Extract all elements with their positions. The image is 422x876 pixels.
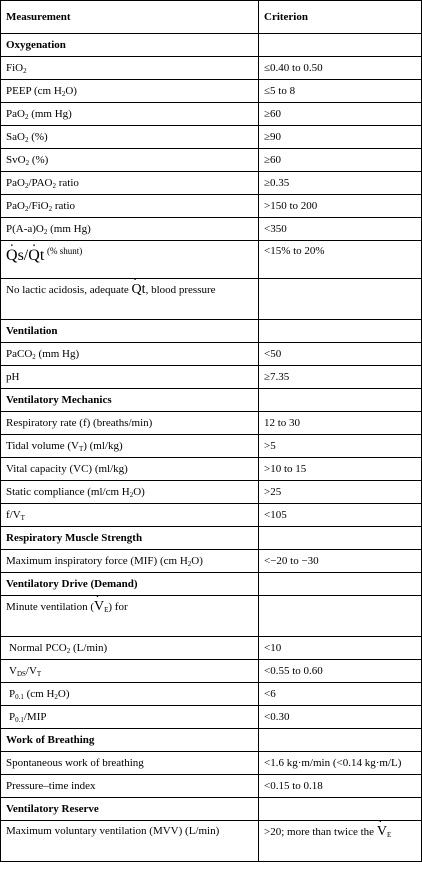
table-row [1,752,422,775]
table-row [1,149,422,172]
criterion-cell: ≥60 [259,149,422,172]
measurement-cell: Maximum inspiratory force (MIF) (cm $H_2O$) [1,550,259,573]
criterion-cell: <0.15 to 0.18 [259,775,422,798]
measurement-cell: PEEP (cm $H_2O$) [1,80,259,103]
criterion-cell: <6 [259,683,422,706]
criterion-cell [259,279,422,320]
measurement-cell: Normal $PCO_2$ (L/min) [1,637,259,660]
measurement-cell: $P_{0.1}$/MIP [1,706,259,729]
criterion-cell: ≤0.40 to 0.50 [259,57,422,80]
measurement-cell: PaCO$_2$ (mm Hg) [1,343,259,366]
measurement-cell: Pressure–time index [1,775,259,798]
measurement-cell: Maximum voluntary ventilation (MVV) (L/min) [1,821,259,862]
table-row [1,366,422,389]
section-oxygenation: Oxygenation [1,34,259,57]
measurement-cell: pH [1,366,259,389]
section-work: Work of Breathing [1,729,259,752]
table-row [1,637,422,660]
criterion-cell: ≥7.35 [259,366,422,389]
measurement-cell: SvO$_2$ (%) [1,149,259,172]
criterion-cell: <10 [259,637,422,660]
table-row [1,481,422,504]
table-row [1,126,422,149]
criterion-cell: <50 [259,343,422,366]
measurement-cell: $P(A-a)O_2$ (mm Hg) [1,218,259,241]
table-row [1,241,422,279]
criterion-cell: <0.30 [259,706,422,729]
measurement-cell: No lactic acidosis, adequate · Qt, blood pressure [1,279,259,320]
criterion-cell: ≤5 to 8 [259,80,422,103]
criterion-cell: <1.6 kg·m/min (<0.14 kg·m/L) [259,752,422,775]
measurement-cell: FiO$_2$ [1,57,259,80]
table-row [1,775,422,798]
measurement-cell: Static compliance (ml/cm $H_2O$) [1,481,259,504]
section-row [1,34,422,57]
criterion-cell: <15% to 20% [259,241,422,279]
table-row [1,706,422,729]
table-row [1,195,422,218]
section-row [1,389,422,412]
table-row [1,172,422,195]
criterion-cell [259,596,422,637]
table-header-row [1,1,422,34]
section-drive: Ventilatory Drive (Demand) [1,573,259,596]
table-row [1,660,422,683]
criterion-cell: <105 [259,504,422,527]
measurement-cell: Minute ventilation (· $V_E$) for [1,596,259,637]
table-row [1,412,422,435]
measurement-cell: PaO$_2$ (mm Hg) [1,103,259,126]
measurement-cell: $PaO_2/PAO_2$ ratio [1,172,259,195]
section-mechanics: Ventilatory Mechanics [1,389,259,412]
criterion-cell: >5 [259,435,422,458]
measurement-cell: $P_{0.1}$ (cm $H_2O$) [1,683,259,706]
section-row [1,320,422,343]
table-row [1,218,422,241]
criterion-cell: >150 to 200 [259,195,422,218]
measurement-cell: Vital capacity (VC) (ml/kg) [1,458,259,481]
measurement-cell-shunt: · Qs/· Qt $^{(\% shunt)}$ [1,241,259,279]
section-row [1,527,422,550]
table-row [1,343,422,366]
section-muscle: Respiratory Muscle Strength [1,527,259,550]
section-row [1,573,422,596]
table-row [1,80,422,103]
measurement-cell: Spontaneous work of breathing [1,752,259,775]
section-row [1,798,422,821]
measurement-cell: PaO$_2$/FiO$_2$ ratio [1,195,259,218]
table-row [1,504,422,527]
table-row [1,821,422,862]
section-row [1,729,422,752]
table-row [1,550,422,573]
criterion-cell: 12 to 30 [259,412,422,435]
table-row [1,57,422,80]
criterion-cell: <−20 to −30 [259,550,422,573]
section-ventilation: Ventilation [1,320,259,343]
table-row [1,683,422,706]
measurement-cell: Tidal volume $(V_T)$ (ml/kg) [1,435,259,458]
criterion-cell: ≥60 [259,103,422,126]
measurement-cell: SaO$_2$ (%) [1,126,259,149]
table-row [1,596,422,637]
criterion-cell: <350 [259,218,422,241]
measurement-cell: Respiratory rate (f) (breaths/min) [1,412,259,435]
criterion-cell: >25 [259,481,422,504]
criterion-cell: ≥90 [259,126,422,149]
header-criterion: Criterion [259,1,422,34]
criterion-cell: ≥0.35 [259,172,422,195]
section-reserve: Ventilatory Reserve [1,798,259,821]
criterion-cell: >20; more than twice the · $V_E$ [259,821,422,862]
table-row [1,458,422,481]
header-measurement: Measurement [1,1,259,34]
table-row [1,435,422,458]
criterion-cell: >10 to 15 [259,458,422,481]
measurement-cell: $V_{DS}/V_T$ [1,660,259,683]
table-row [1,103,422,126]
table-row [1,279,422,320]
measurement-cell: $f/V_T$ [1,504,259,527]
criterion-cell: <0.55 to 0.60 [259,660,422,683]
